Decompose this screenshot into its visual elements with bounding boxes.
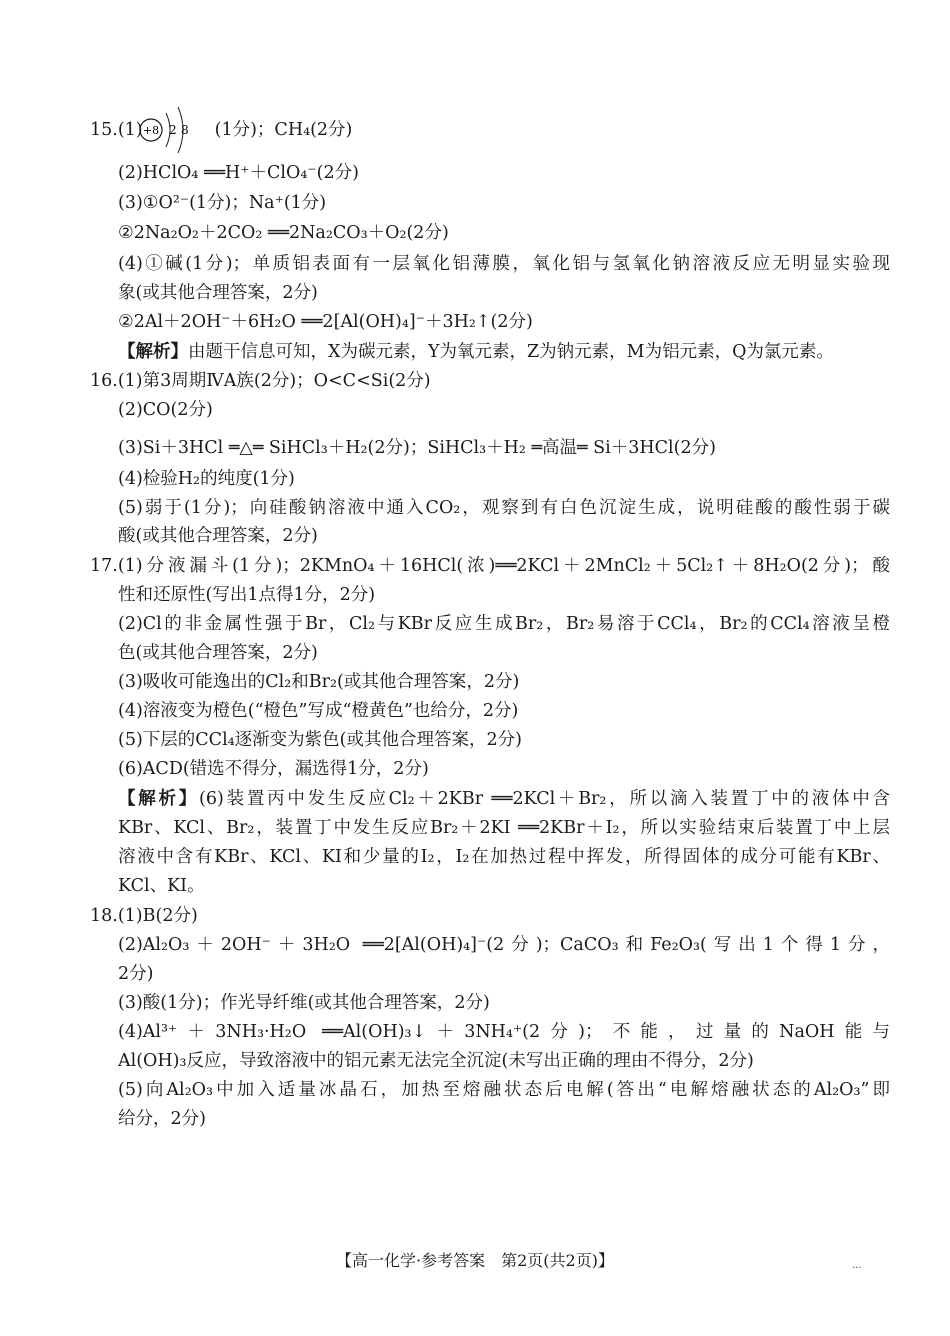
q17-line-5: (3)吸收可能逸出的Cl₂和Br₂(或其他合理答案，2分) — [118, 672, 520, 692]
analysis-text: 由题干信息可知，X为碳元素，Y为氧元素，Z为钠元素，M为铝元素，Q为氯元素。 — [188, 342, 834, 362]
q16-line-1 — [90, 370, 890, 392]
q17-analysis-1 — [118, 788, 890, 810]
q18-line-4: (3)酸(1分)；作光导纤维(或其他合理答案，2分) — [118, 993, 490, 1013]
q18-line-1 — [90, 905, 890, 927]
q15-line-4: ②2Na₂O₂＋2CO₂ ══2Na₂CO₃＋O₂(2分) — [118, 223, 449, 243]
q15-line-7: ②2Al＋2OH⁻＋6H₂O ══2[Al(OH)₄]⁻＋3H₂↑(2分) — [118, 312, 533, 332]
q16-line-3: (3)Si＋3HCl ═△═ SiHCl₃＋H₂(2分)；SiHCl₃＋H₂ ═高温═ Si＋3HCl(2分) — [118, 438, 716, 458]
q17-line-4: 色(或其他合理答案，2分) — [118, 643, 318, 663]
q17-line-8: (6)ACD(错选不得分，漏选得1分，2分) — [118, 759, 429, 779]
question-number: 17. — [90, 556, 118, 576]
q18-line-8: 给分，2分) — [118, 1109, 206, 1129]
question-number: 15. — [90, 120, 118, 140]
q17-line-1 — [90, 555, 890, 577]
q18-line-3: 2分) — [118, 964, 154, 984]
q16-line-2: (2)CO(2分) — [118, 400, 213, 420]
q17-sub1: (1)分液漏斗(1分)；2KMnO₄＋16HCl(浓)══2KCl＋2MnCl₂＋5Cl₂↑＋8H₂O(2分)；酸 — [117, 556, 890, 576]
q15-line-3: (3)①O²⁻(1分)；Na⁺(1分) — [118, 193, 327, 213]
q16-line-6: 酸(或其他合理答案，2分) — [118, 526, 318, 546]
question-number: 18. — [90, 906, 118, 926]
q17-line-6: (4)溶液变为橙色(“橙色”写成“橙黄色”也给分，2分) — [118, 701, 519, 721]
nucleus-charge: +8 — [142, 124, 160, 137]
analysis-label: 【解析】 — [118, 789, 200, 809]
q15-line-6: 象(或其他合理答案，2分) — [118, 283, 318, 303]
q17-analysis-2: KBr、KCl、Br₂，装置丁中发生反应Br₂＋2KI ══2KBr＋I₂，所以实验结束后装置丁中上层 — [118, 818, 890, 838]
question-number: 16. — [90, 371, 118, 391]
q17-line-3: (2)Cl的非金属性强于Br，Cl₂与KBr反应生成Br₂，Br₂易溶于CCl₄，Br₂的CCl₄溶液呈橙 — [118, 614, 890, 634]
q16-line-5: (5)弱于(1分)；向硅酸钠溶液中通入CO₂，观察到有白色沉淀生成，说明硅酸的酸性弱于碳 — [118, 498, 890, 518]
q16-line-4: (4)检验H₂的纯度(1分) — [118, 469, 295, 489]
shell-1-electrons: 2 — [169, 123, 177, 137]
q15-sub1-tail: (1分)；CH₄(2分) — [214, 120, 353, 140]
q15-analysis — [118, 341, 890, 363]
page-footer: 【高一化学·参考答案 第2页(共2页)】 — [336, 1251, 614, 1270]
q17-line-2: 性和还原性(写出1点得1分，2分) — [118, 585, 376, 605]
q15-line-2: (2)HClO₄ ══H⁺＋ClO₄⁻(2分) — [118, 163, 359, 183]
q17-analysis-3: 溶液中含有KBr、KCl、KI和少量的I₂，I₂在加热过程中挥发，所得固体的成分可能有KBr、 — [118, 847, 890, 867]
analysis-text: (6)装置丙中发生反应Cl₂＋2KBr ══2KCl＋Br₂，所以滴入装置丁中的液体中含 — [199, 789, 891, 809]
shell-2-electrons: 8 — [181, 123, 189, 137]
q17-analysis-4: KCl、KI。 — [118, 876, 205, 896]
q15-sub1-label: (1) — [117, 120, 143, 140]
q16-sub1: (1)第3周期ⅣA族(2分)；O<C<Si(2分) — [117, 371, 431, 391]
q17-line-7: (5)下层的CCl₄逐渐变为紫色(或其他合理答案，2分) — [118, 730, 522, 750]
q18-sub1: (1)B(2分) — [117, 906, 198, 926]
q18-line-5: (4)Al³⁺＋3NH₃·H₂O ══Al(OH)₃↓＋3NH₄⁺(2分)；不能，过量的NaOH能与 — [118, 1022, 890, 1042]
corner-mark: ... — [852, 1260, 862, 1271]
oxygen-ion-structure-diagram — [90, 103, 350, 157]
q15-line-5: (4)①碱(1分)；单质铝表面有一层氧化铝薄膜，氧化铝与氢氧化钠溶液反应无明显实验现 — [118, 254, 890, 274]
analysis-label: 【解析】 — [118, 342, 188, 362]
q18-line-2: (2)Al₂O₃＋2OH⁻＋3H₂O ══2[Al(OH)₄]⁻(2分)；CaCO₃和Fe₂O₃(写出1个得1分， — [118, 935, 890, 955]
q18-line-7: (5)向Al₂O₃中加入适量冰晶石，加热至熔融状态后电解(答出“电解熔融状态的Al₂O₃”即 — [118, 1080, 890, 1100]
q18-line-6: Al(OH)₃反应，导致溶液中的铝元素无法完全沉淀(未写出正确的理由不得分，2分) — [118, 1051, 754, 1071]
